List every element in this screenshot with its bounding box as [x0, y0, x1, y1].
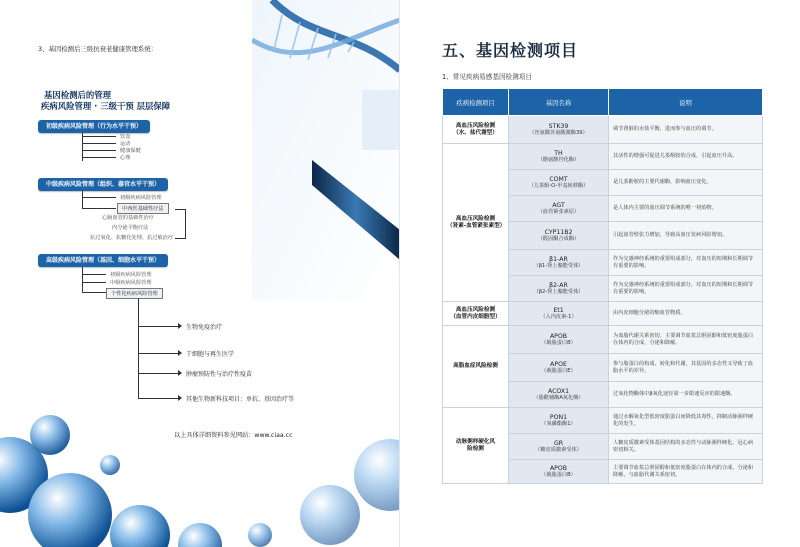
gene-symbol: AGT — [552, 201, 565, 209]
level-3-item: 中级疾病风险管理 — [110, 280, 152, 286]
disease-label: （水、盐代谢型） — [453, 129, 498, 136]
gene-symbol: CYP11B2 — [544, 228, 573, 236]
therapy-item: 干细胞与再生医学 — [186, 351, 235, 358]
gene-description: 是人体内主要的血压调节系统的唯一初始物。 — [609, 196, 763, 222]
therapy-item: 肿瘤预防性与治疗性疫苗 — [186, 371, 253, 378]
disease-cell — [443, 302, 509, 326]
gene-cell — [509, 196, 609, 222]
header-disease: 疾病检测项目 — [443, 89, 509, 116]
level-1-item: 饮食 — [120, 134, 131, 140]
gene-test-table — [442, 88, 763, 484]
gene-description: 过氧化物酶体中β氧化途径第一步限速反应的限速酶。 — [609, 382, 763, 408]
gene-symbol: COMT — [549, 175, 568, 183]
table-row — [443, 116, 763, 144]
gene-cell — [509, 170, 609, 196]
gene-cell — [509, 302, 609, 326]
intro-text: 3、基因检测后三级抗衰老健康管理系统： — [38, 45, 158, 53]
gene-name: （入内皮素-1） — [540, 313, 577, 320]
gene-symbol: APOE — [550, 360, 567, 368]
level-2-item: 心脑血管的基础性治疗 — [102, 215, 154, 221]
disease-label: 险检测 — [467, 445, 484, 452]
cell-bubbles-image — [0, 395, 400, 547]
gene-symbol: β2-AR — [549, 281, 568, 289]
level-3-highlight-item: 个性化疾病风险管理 — [106, 288, 163, 299]
table-row — [443, 144, 763, 170]
disease-cell — [443, 144, 509, 302]
disease-cell — [443, 408, 509, 484]
gene-cell — [509, 116, 609, 144]
level-2-banner: 中级疾病风险管理（组织、器官水平干预） — [38, 178, 168, 191]
therapy-item: 生物免疫治疗 — [186, 324, 223, 331]
gene-symbol: TH — [554, 149, 563, 157]
gene-name: （β2-肾上腺能受体） — [533, 288, 584, 295]
gene-cell — [509, 222, 609, 250]
level-2-item: 初级疾病风险管理 — [120, 195, 162, 201]
header-description: 说明 — [609, 89, 763, 116]
level-1-item: 运动 — [120, 141, 131, 147]
gene-description: 参与脂蛋白的构成、转化和代谢，其基因的多态性又导致了血脂水平的差异。 — [609, 354, 763, 382]
gene-symbol: Et1 — [553, 306, 564, 314]
gene-name: （载脂蛋白B） — [541, 339, 576, 346]
gene-description: 为血脂代谢关系密切，主要调节血浆总胆固醇和低密度脂蛋白在体内的合成、分泌和降解。 — [609, 326, 763, 354]
website-footer: 以上具体详细资料参见网站：www.ciaa.cc — [174, 432, 293, 439]
gene-symbol: ACOX1 — [547, 387, 570, 395]
gene-cell — [509, 250, 609, 276]
level-1-item: 健康保健 — [120, 148, 141, 154]
gene-cell — [509, 382, 609, 408]
level-1-item: 心理 — [120, 155, 131, 161]
gene-description: 主要调节血浆总胆固醇和低密度脂蛋白在体内的合成、分泌和降解，与血脂代谢关系密切。 — [609, 460, 763, 484]
right-page — [400, 0, 800, 547]
table-header-row — [443, 89, 763, 116]
gene-name: （丝氨酸苏氨酸激酶39） — [529, 129, 588, 136]
gene-name: （载脂蛋白E） — [541, 367, 576, 374]
table-row — [443, 408, 763, 434]
gene-description: 作为交感神经系统的重要组成部分，对血压的短期和长期调节有重要的影响。 — [609, 250, 763, 276]
gene-description: 通过水解氧化型低密度脂蛋白而降低其毒性，抑制动脉粥样硬化的发生。 — [609, 408, 763, 434]
gene-symbol: GR — [553, 439, 564, 447]
gene-name: （脂酰辅酶A氧化酶） — [533, 394, 584, 401]
level-2-item: 内分泌平衡疗法 — [112, 225, 149, 231]
management-subtitle: 疾病风险管理 · 三级干预 层层保障 — [41, 101, 171, 111]
gene-cell — [509, 354, 609, 382]
disease-label: （肾素-血管紧张素型） — [447, 222, 506, 229]
gene-cell — [509, 460, 609, 484]
gene-description: 由内皮细胞分泌的缩血管物质。 — [609, 302, 763, 326]
gene-name: （糖皮质激素受体） — [535, 446, 582, 453]
section-subheading: 1、常见疾病易感基因检测项目 — [442, 73, 532, 81]
gene-description: 人糖皮质激素受体基因结构的多态性与动脉粥样硬化、冠心病密切相关。 — [609, 434, 763, 460]
gene-description: 引起血管壁张力增加，导致高血压发病风险增加。 — [609, 222, 763, 250]
gene-cell — [509, 408, 609, 434]
section-heading: 五、基因检测项目 — [442, 41, 579, 60]
level-2-highlight-item: 中西医基础性疗法 — [117, 203, 169, 214]
disease-label: 动脉粥样硬化风 — [455, 438, 496, 445]
gene-description: 是儿茶酚胺的主要代谢酶，影响血压变化。 — [609, 170, 763, 196]
management-title: 基因检测后的管理 — [44, 90, 111, 100]
dna-helix-image — [252, 0, 400, 300]
gene-name: （载脂蛋白B） — [541, 471, 576, 478]
gene-symbol: STK39 — [548, 122, 569, 130]
gene-name: （酪氨酸羟化酶） — [537, 156, 580, 163]
level-1-banner: 初级疾病风险管理（行为水平干预） — [38, 120, 150, 133]
gene-name: （醛固酮合成酶） — [537, 235, 580, 242]
gene-name: （氧磷酯酶1） — [541, 420, 576, 427]
level-3-item: 初级疾病风险管理 — [110, 272, 152, 278]
disease-cell — [443, 116, 509, 144]
table-row — [443, 302, 763, 326]
disease-cell — [443, 326, 509, 408]
gene-description: 作为交感神经系统的重要组成部分，对血压的短期和长期调节有重要的影响。 — [609, 276, 763, 302]
gene-cell — [509, 276, 609, 302]
header-gene: 基因名称 — [509, 89, 609, 116]
gene-name: （β1-肾上腺能受体） — [533, 262, 584, 269]
level-2-item: 抗过氧化、抗糖化处理、抗过敏治疗 — [90, 235, 174, 241]
table-row — [443, 326, 763, 354]
gene-symbol: APOB — [549, 332, 568, 340]
gene-symbol: APOB — [549, 464, 568, 472]
gene-cell — [509, 326, 609, 354]
therapy-item: 其他生物新科技项目：单抗、基因治疗等 — [186, 396, 295, 403]
gene-description: 其活性的增强可促进儿茶酚胺的合成，引起血压升高。 — [609, 144, 763, 170]
gene-cell — [509, 434, 609, 460]
disease-label: 高血压风险检测 — [455, 122, 496, 129]
gene-cell — [509, 144, 609, 170]
gene-name: （血管紧张素原） — [537, 208, 580, 215]
disease-label: （血管内皮细胞型） — [450, 313, 501, 320]
disease-label: 高血压风险检测 — [455, 306, 496, 313]
gene-description: 调节肾脏的水盐平衡，进而参与血压的调节。 — [609, 116, 763, 144]
disease-label: 高血压风险检测 — [455, 215, 496, 222]
gene-symbol: β1-AR — [549, 255, 568, 263]
gene-name: （儿茶酚-O-甲基转移酶） — [528, 182, 589, 189]
level-3-banner: 高级疾病风险管理（基因、细胞水平干预） — [38, 254, 168, 267]
gene-symbol: PON1 — [549, 413, 568, 421]
disease-label: 高脂血症风险检测 — [453, 363, 498, 369]
